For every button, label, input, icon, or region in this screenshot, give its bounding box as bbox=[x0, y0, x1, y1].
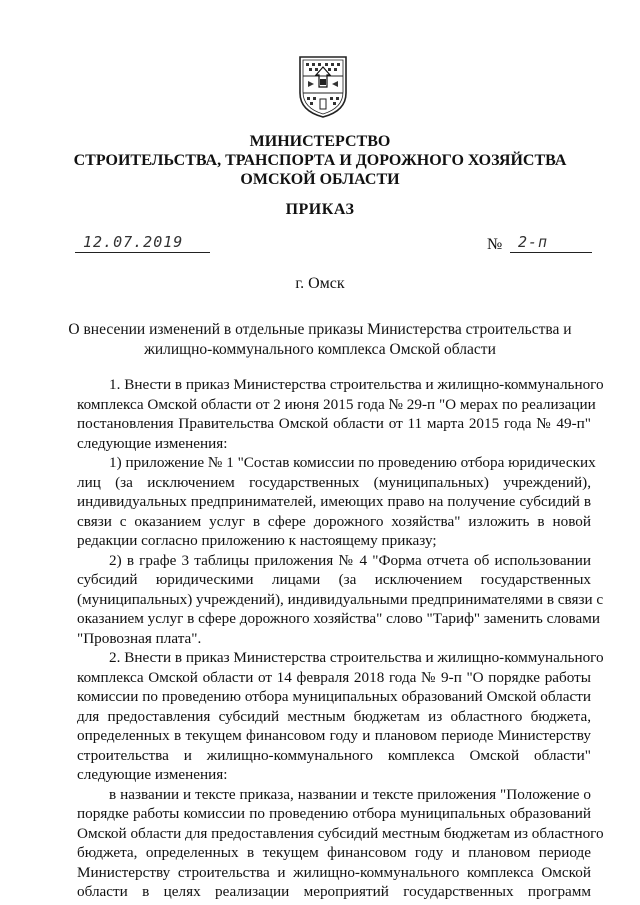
body-text-line: строительства и жилищно-коммунального комплекса Омской области" bbox=[77, 746, 591, 764]
order-subject bbox=[60, 320, 580, 359]
document-type-title: ПРИКАЗ bbox=[285, 201, 355, 218]
ministry-name-line: СТРОИТЕЛЬСТВА, ТРАНСПОРТА И ДОРОЖНОГО ХОЗЯЙСТВА bbox=[73, 152, 567, 169]
body-text-line: редакции согласно приложению к настоящему приказу; bbox=[77, 532, 437, 549]
order-number-label: № bbox=[487, 236, 503, 253]
body-text-line: комплекса Омской области от 2 июня 2015 года № 29-п "О мерах по реализации bbox=[77, 395, 596, 413]
order-subject-line: О внесении изменений в отдельные приказы Министерства строительства и bbox=[68, 321, 572, 338]
body-text-line: бюджета, определенных в текущем финансовом году и плановом периоде bbox=[77, 844, 591, 861]
body-text-line: в названии и тексте приказа, названии и тексте приложения "Положение о bbox=[109, 785, 591, 803]
body-text-line: "Провозная плата". bbox=[77, 629, 202, 647]
body-text-line: следующие изменения: bbox=[77, 434, 228, 452]
ministry-name-line: МИНИСТЕРСТВО bbox=[249, 133, 391, 150]
order-number: 2-п bbox=[518, 233, 549, 251]
order-number-field bbox=[510, 232, 592, 253]
body-text-line: области в целях реализации мероприятий государственных программ bbox=[77, 883, 591, 900]
body-text-line: Омской области для предоставления субсидий местным бюджетам из областного bbox=[77, 824, 604, 842]
order-subject-line: жилищно-коммунального комплекса Омской области bbox=[144, 340, 496, 358]
body-text-line: 2) в графе 3 таблицы приложения № 4 "Форма отчета об использовании bbox=[109, 551, 591, 569]
ministry-name-line: ОМСКОЙ ОБЛАСТИ bbox=[240, 171, 400, 188]
body-text-line: для предоставления субсидий местным бюджетам из областного бюджета, bbox=[77, 707, 591, 725]
body-text-line: Министерству строительства и жилищно-коммунального комплекса Омской bbox=[77, 863, 591, 881]
body-text-line: лиц (за исключением государственных (муниципальных) учреждений), bbox=[77, 473, 591, 491]
body-text-line: комиссии по проведению отбора муниципальных образований Омской области bbox=[77, 688, 591, 705]
body-text-line: (муниципальных) учреждений), индивидуальными предпринимателями в связи с bbox=[77, 590, 604, 608]
body-text-line: определенных в текущем финансовом году и плановом периоде Министерству bbox=[77, 727, 591, 744]
city-name: г. Омск bbox=[295, 275, 345, 292]
body-text-line: субсидий юридическими лицами (за исключением государственных bbox=[77, 571, 591, 588]
body-text-line: порядке работы комиссии по проведению отбора муниципальных образований bbox=[77, 805, 591, 822]
body-text-line: 1) приложение № 1 "Состав комиссии по проведению отбора юридических bbox=[109, 454, 596, 471]
body-text-line: 2. Внести в приказ Министерства строительства и жилищно-коммунального bbox=[109, 649, 604, 666]
body-text-line: 1. Внести в приказ Министерства строительства и жилищно-коммунального bbox=[109, 376, 604, 393]
body-text-line: постановления Правительства Омской области от 11 марта 2015 года № 49-п" bbox=[77, 415, 591, 432]
order-body bbox=[77, 375, 604, 902]
ministry-name bbox=[40, 132, 600, 189]
body-text-line: индивидуальных предпринимателей, имеющих право на получение субсидий в bbox=[77, 493, 591, 510]
body-text-line: комплекса Омской области от 14 февраля 2018 года № 9-п "О порядке работы bbox=[77, 668, 591, 686]
body-text-line: связи с оказанием услуг в сфере дорожного хозяйства" изложить в новой bbox=[77, 512, 591, 530]
order-date: 12.07.2019 bbox=[83, 233, 184, 251]
order-date-field bbox=[75, 232, 210, 253]
omsk-coat-of-arms-icon bbox=[296, 53, 350, 119]
body-text-line: оказанием услуг в сфере дорожного хозяйства" слово "Тариф" заменить словами bbox=[77, 610, 601, 627]
body-text-line: следующие изменения: bbox=[77, 766, 228, 783]
